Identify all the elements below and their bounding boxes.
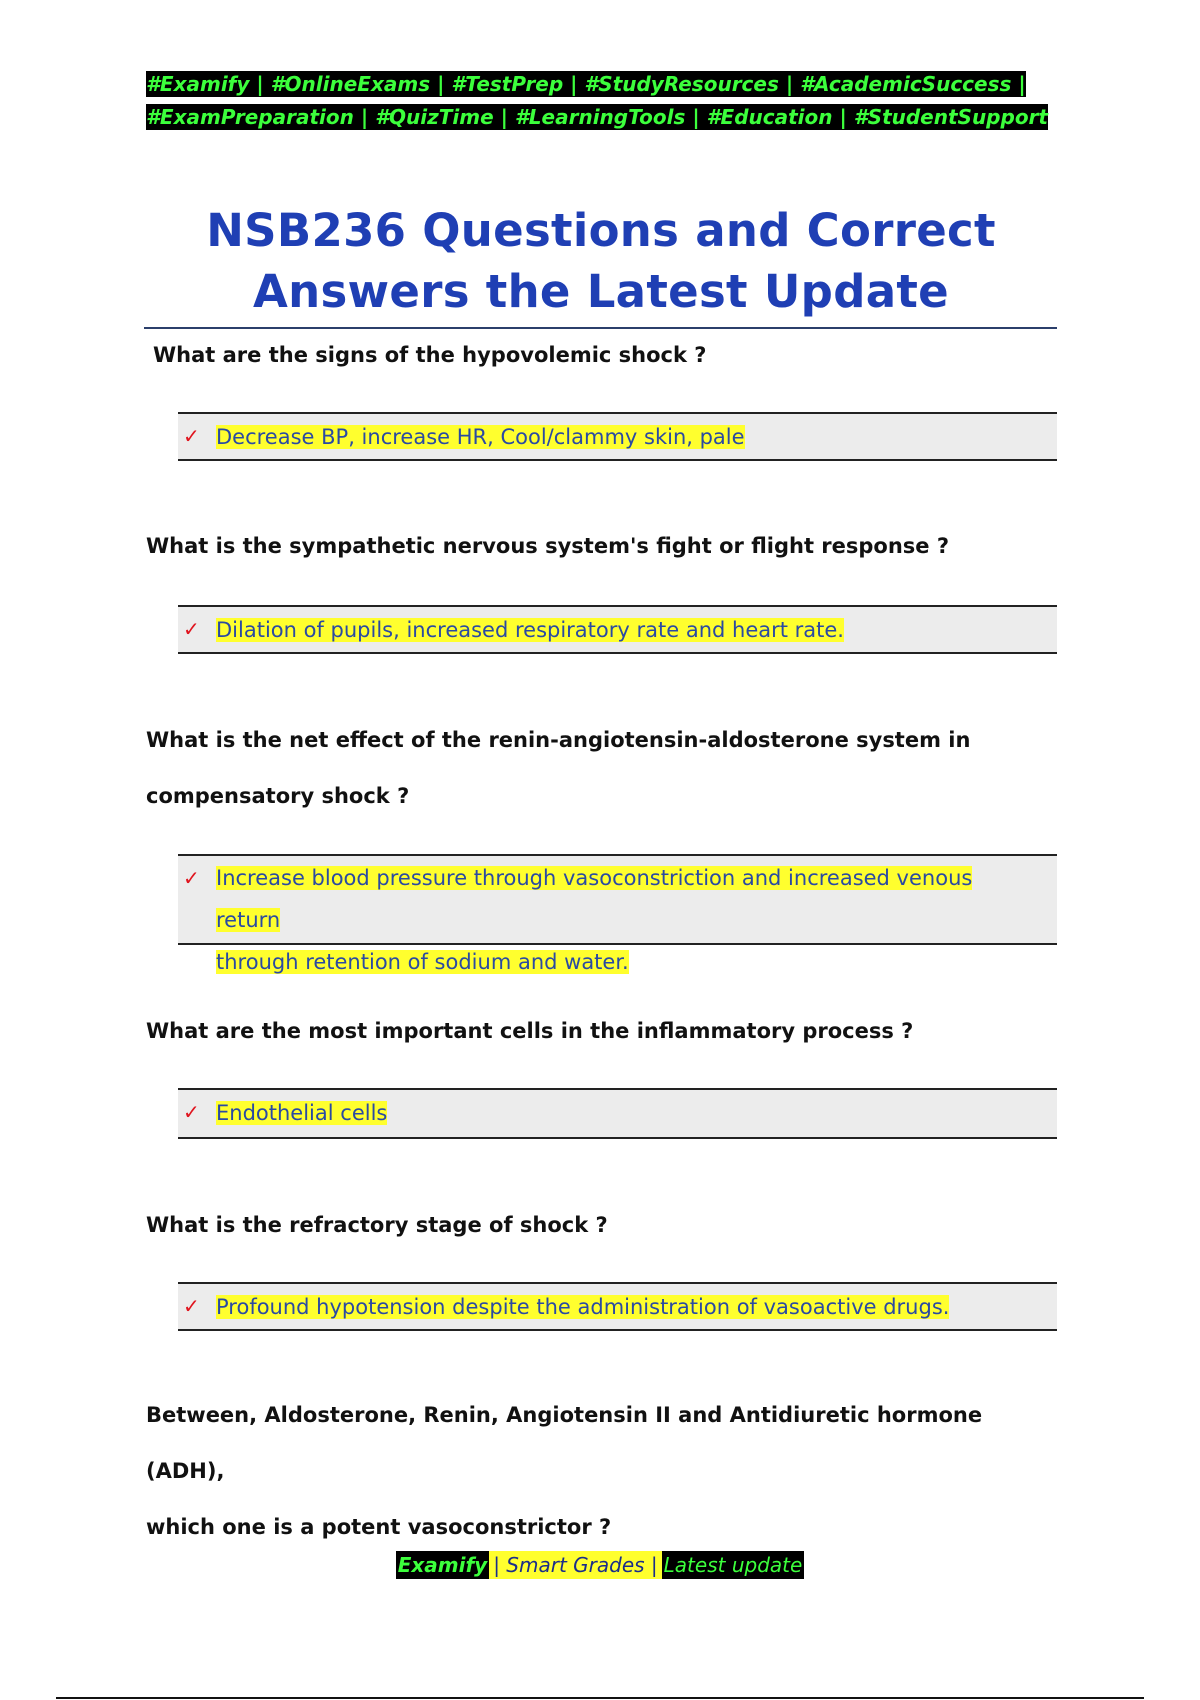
hashtag-banner	[146, 68, 1056, 134]
question-6-line-2: which one is a potent vasoconstrictor ?	[146, 1515, 612, 1539]
answer-1: Decrease BP, increase HR, Cool/clammy skin, pale	[216, 425, 745, 449]
checkmark-icon: ✓	[183, 1100, 200, 1124]
footer-latest-update: Latest update	[663, 1553, 803, 1577]
answer-3-line-2: through retention of sodium and water.	[216, 950, 629, 974]
question-3-line-2: compensatory shock ?	[146, 784, 410, 808]
answer-box-3	[178, 854, 1057, 974]
answer-box-5	[178, 1282, 1057, 1331]
answer-3	[216, 857, 1007, 983]
footer-brand: Examify	[397, 1553, 488, 1577]
answer-3-line-1: Increase blood pressure through vasoconstriction and increased venous return	[216, 866, 973, 932]
answer-4: Endothelial cells	[216, 1101, 388, 1125]
checkmark-icon: ✓	[183, 424, 200, 448]
footer-smart-grades: | Smart Grades |	[489, 1551, 661, 1579]
question-6-line-1: Between, Aldosterone, Renin, Angiotensin II and Antidiuretic hormone (ADH),	[146, 1403, 983, 1483]
answer-2: Dilation of pupils, increased respiratory rate and heart rate.	[216, 618, 844, 642]
question-3-line-1: What is the net effect of the renin-angiotensin-aldosterone system in	[146, 728, 971, 752]
answer-5: Profound hypotension despite the administration of vasoactive drugs.	[216, 1295, 950, 1319]
question-4: What are the most important cells in the inflammatory process ?	[146, 1019, 914, 1043]
checkmark-icon: ✓	[183, 617, 200, 641]
title-line-2: Answers the Latest Update	[252, 265, 949, 318]
checkmark-icon: ✓	[183, 1294, 200, 1318]
checkmark-icon: ✓	[183, 866, 200, 890]
question-3	[146, 712, 1066, 824]
answer-box-4	[178, 1088, 1057, 1139]
question-6	[146, 1387, 1066, 1555]
question-2: What is the sympathetic nervous system's fight or flight response ?	[146, 534, 950, 558]
title-line-1: NSB236 Questions and Correct	[206, 204, 996, 257]
question-1: What are the signs of the hypovolemic shock ?	[153, 343, 707, 367]
hashtag-line-1: #Examify | #OnlineExams | #TestPrep | #StudyResources | #AcademicSuccess |	[146, 72, 1026, 96]
footer-banner	[0, 1553, 1200, 1577]
page-bottom-rule	[56, 1697, 1144, 1699]
answer-box-2	[178, 605, 1057, 654]
hashtag-line-2: #ExamPreparation | #QuizTime | #LearningTools | #Education | #StudentSupport	[146, 105, 1048, 129]
answer-box-1	[178, 412, 1057, 461]
document-title	[146, 200, 1056, 322]
question-5: What is the refractory stage of shock ?	[146, 1213, 608, 1237]
